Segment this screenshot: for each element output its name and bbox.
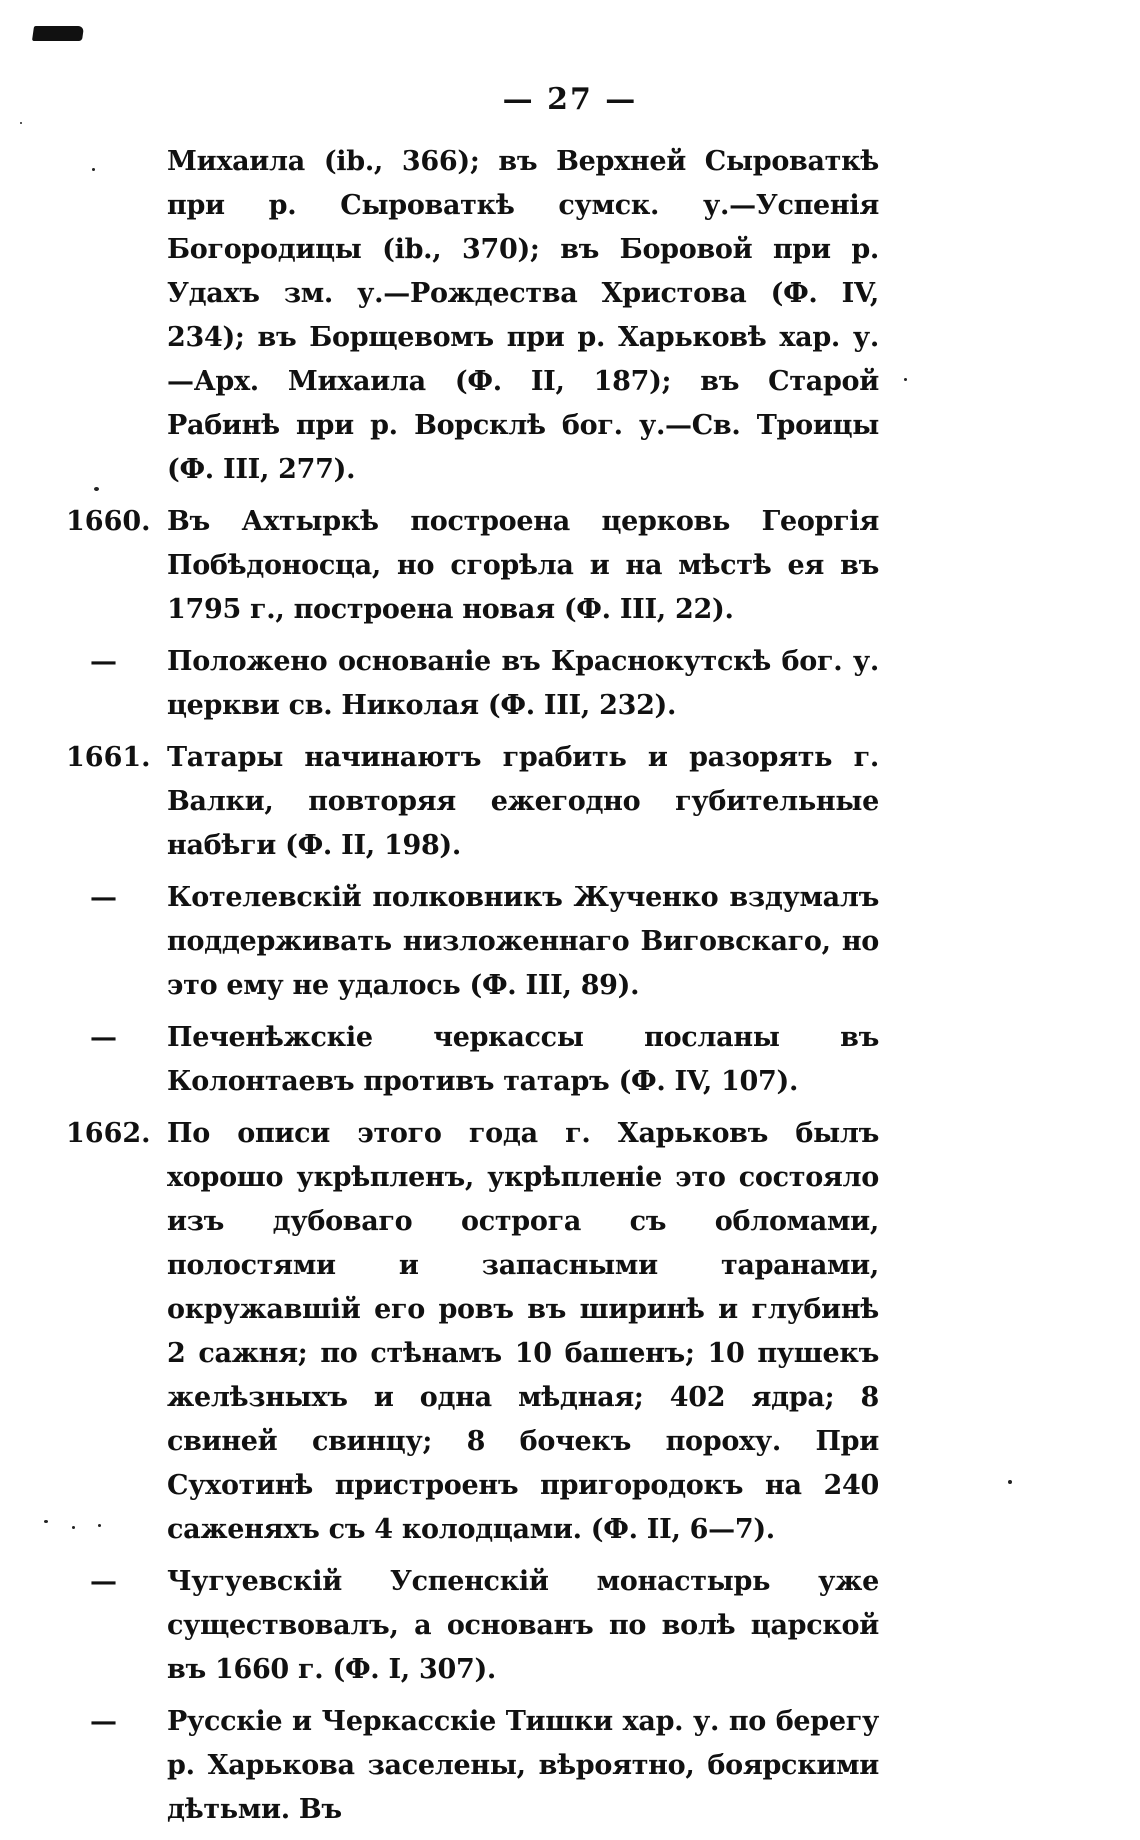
scan-speck [92, 168, 95, 171]
entry-1661 [0, 736, 1140, 868]
page-number: — 27 — [502, 82, 638, 117]
entry-year: 1662. [66, 1118, 151, 1149]
entry-1661-b [0, 876, 1140, 1008]
entry-continuation [0, 140, 1140, 492]
entry-text: Татары начинаютъ грабить и разорять г. Валки, повторяя ежегодно губительные набѣги (Ф. II, 198). [167, 742, 879, 861]
entry-1660 [0, 500, 1140, 632]
chronicle-entries [0, 140, 1140, 1840]
entry-dash: — [90, 1706, 117, 1737]
scan-speck [44, 1520, 48, 1523]
scan-speck [1008, 1480, 1012, 1484]
entry-dash: — [90, 882, 117, 913]
scan-speck [904, 378, 907, 381]
entry-dash: — [90, 646, 117, 677]
entry-text: Въ Ахтыркѣ построена церковь Георгія Побѣдоносца, но сгорѣла и на мѣстѣ ея въ 1795 г., построена новая (Ф. III, 22). [167, 506, 879, 625]
entry-1662 [0, 1112, 1140, 1552]
scan-speck [20, 122, 22, 124]
entry-dash: — [90, 1022, 117, 1053]
scan-speck [94, 487, 99, 491]
entry-year: 1660. [66, 506, 151, 537]
entry-1662-b [0, 1560, 1140, 1692]
scan-speck [72, 1526, 75, 1529]
entry-text: Михаила (ib., 366); въ Верхней Сыроваткѣ при р. Сыроваткѣ сумск. у.—Успенія Богородицы (ib., 370); въ Боровой при р. Удахъ зм. у.—Рождества Христова (Ф. IV, 234); въ Борщевомъ при р. Харьковѣ хар. у. —Арх. Михаила (Ф. II, 187); въ Старой Рабинѣ при р. Ворсклѣ бог. у.—Св. Троицы (Ф. III, 277). [167, 146, 879, 485]
entry-1662-c [0, 1700, 1140, 1832]
entry-dash: — [90, 1566, 117, 1597]
entry-year: 1661. [66, 742, 151, 773]
entry-text: По описи этого года г. Харьковъ былъ хорошо укрѣпленъ, укрѣпленіе это состояло изъ дубоваго острога съ обломами, полостями и запасными таранами, окружавшій его ровъ въ ширинѣ и глубинѣ 2 сажня; по стѣнамъ 10 башенъ; 10 пушекъ желѣзныхъ и одна мѣдная; 402 ядра; 8 свиней свинцу; 8 бочекъ пороху. При Сухотинѣ пристроенъ пригородокъ на 240 саженяхъ съ 4 колодцами. (Ф. II, 6—7). [167, 1118, 879, 1545]
entry-text: Русскіе и Черкасскіе Тишки хар. у. по берегу р. Харькова заселены, вѣроятно, боярскими дѣтьми. Въ [167, 1706, 879, 1825]
entry-text: Чугуевскій Успенскій монастырь уже существовалъ, а основанъ по волѣ царской въ 1660 г. (Ф. I, 307). [167, 1566, 879, 1685]
entry-1660-b [0, 640, 1140, 728]
entry-1661-c [0, 1016, 1140, 1104]
entry-text: Печенѣжскіе черкассы посланы въ Колонтаевъ противъ татаръ (Ф. IV, 107). [167, 1022, 879, 1097]
entry-text: Положено основаніе въ Краснокутскѣ бог. у. церкви св. Николая (Ф. III, 232). [167, 646, 879, 721]
scan-speck [98, 1524, 101, 1527]
ink-blot-mark [32, 26, 84, 41]
entry-text: Котелевскій полковникъ Жученко вздумалъ поддерживать низложеннаго Виговскаго, но это ему не удалось (Ф. III, 89). [167, 882, 879, 1001]
